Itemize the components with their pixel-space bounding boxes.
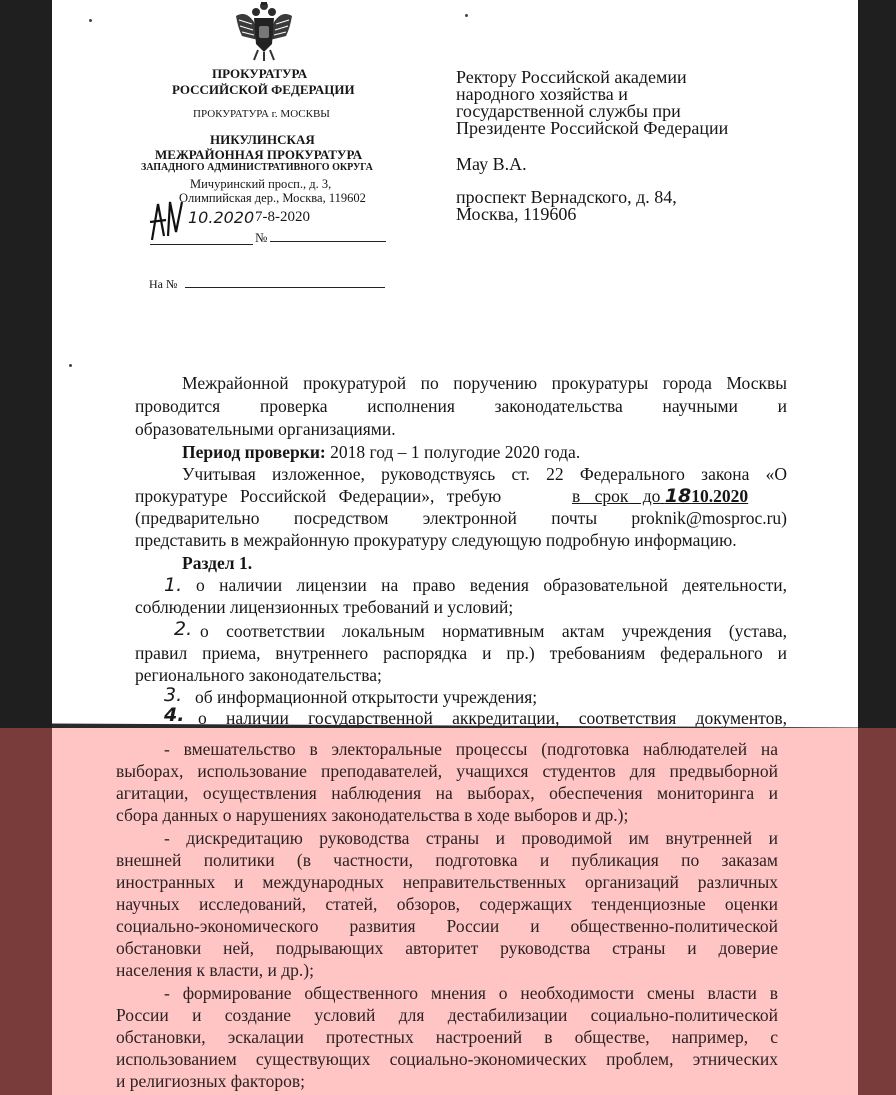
handwritten-initials-icon: [146, 196, 188, 246]
handwritten-date: 10.2020: [188, 208, 255, 227]
excerpt-a-line2: выборах, использование преподавателей, учащихся студентов для предвыборной: [116, 761, 778, 781]
recipient-address-1: проспект Вернадского, д. 84,: [456, 187, 677, 207]
deadline-day-handwritten: 18: [664, 485, 692, 507]
body-p1-line1: Межрайонной прокуратурой по поручению прокуратуры города Москвы: [182, 373, 787, 393]
excerpt-c-line1: - формирование общественного мнения о необходимости смены власти в: [164, 983, 778, 1003]
scan-speck: [465, 14, 468, 17]
excerpt-b-line5: социально-экономического развития России и общественно-политической: [116, 916, 778, 936]
excerpt-b-line4: научных исследований, статей, обзоров, содержащих тенденциозные оценки: [116, 894, 778, 914]
body-p2-line4: представить в межрайонную прокуратуру следующую подробную информацию.: [135, 530, 737, 550]
section-title: Раздел 1.: [182, 553, 253, 573]
number-label: №: [255, 230, 268, 245]
org-name-6: ЗАПАДНОГО АДМИНИСТРАТИВНОГО ОКРУГА: [141, 162, 373, 173]
body-p1-line3: образовательными организациями.: [135, 419, 396, 439]
item4-number-handwritten: 4.: [164, 704, 185, 726]
excerpt-a-line3: агитации, осуществления наблюдения на выборах, обеспечения мониторинга и: [116, 783, 778, 803]
org-name-3: ПРОКУРАТУРА г. МОСКВЫ: [193, 108, 330, 120]
org-name-5: МЕЖРАЙОННАЯ ПРОКУРАТУРА: [155, 147, 363, 162]
scan-speck: [89, 19, 92, 22]
deadline-phrase: [572, 485, 748, 507]
body-p2-line2-start: прокуратуре Российской Федерации», требую: [135, 486, 502, 506]
excerpt-b-line3: иностранных и международных неправительственных организаций различных: [116, 872, 778, 892]
item1-line2: соблюдении лицензионных требований и условий;: [135, 597, 514, 617]
deadline-prefix: в срок до: [572, 486, 661, 506]
body-p1-line2: проводится проверка исполнения законодательства научными и: [135, 396, 787, 416]
excerpt-c-line4: использованием существующих социально-экономических проблем, этнических: [116, 1049, 778, 1069]
org-name-2: РОССИЙСКОЙ ФЕДЕРАЦИИ: [172, 82, 355, 97]
period-label: Период проверки:: [182, 442, 326, 462]
address-line-2: Олимпийская дер., Москва, 119602: [179, 191, 366, 205]
recipient-line-2: народного хозяйства и: [456, 84, 628, 104]
item3-line1: об информационной открытости учреждения;: [195, 687, 538, 707]
item2-line2: правил приема, внутреннего распорядка и пр.) требованиям федерального и: [135, 643, 787, 663]
number-underline: [270, 241, 386, 242]
period-value: 2018 год – 1 полугодие 2020 года.: [325, 442, 581, 462]
recipient-address-2: Москва, 119606: [456, 204, 577, 224]
coat-of-arms-icon: [232, 0, 296, 62]
recipient-name: Мау В.А.: [456, 154, 527, 174]
item4-line1: о наличии государственной аккредитации, соответствия документов,: [198, 708, 787, 728]
excerpt-b-line1: - дискредитацию руководства страны и проводимой им внутренней и: [164, 828, 778, 848]
item2-line3: регионального законодательства;: [135, 665, 382, 685]
item1-number-handwritten: 1.: [164, 574, 183, 596]
excerpt-b-line2: внешней политики (в частности, подготовка и публикация по заказам: [116, 850, 778, 870]
item2-number-handwritten: 2.: [174, 618, 193, 640]
org-name-4: НИКУЛИНСКАЯ: [210, 132, 315, 147]
body-p2-line1: Учитывая изложенное, руководствуясь ст. 22 Федерального закона «О: [182, 464, 787, 484]
excerpt-a-line4: сбора данных о нарушениях законодательства в ходе выборов и др.);: [116, 805, 629, 825]
deadline-month-year: 10.2020: [691, 486, 749, 506]
item2-line1: о соответствии локальным нормативным актам учреждения (устава,: [200, 621, 787, 641]
item3-number-handwritten: 3.: [164, 684, 183, 706]
address-line-1: Мичуринский просп., д. 3,: [190, 177, 332, 191]
excerpt-c-line2: России и создание условий для дестабилизации социально-политической: [116, 1005, 778, 1025]
excerpt-c-line5: и религиозных факторов;: [116, 1071, 305, 1091]
org-name-1: ПРОКУРАТУРА: [212, 66, 308, 81]
recipient-line-4: Президенте Российской Федерации: [456, 118, 729, 138]
recipient-line-3: государственной службы при: [456, 101, 681, 121]
reference-underline: [185, 287, 385, 288]
overlay-right-margin: [858, 728, 896, 1095]
reference-label: На №: [149, 277, 178, 291]
excerpt-a-line1: - вмешательство в электоральные процессы (подготовка наблюдателей на: [164, 739, 778, 759]
excerpt-b-line6: обстановки ней, подрывающих авторитет руководства страны и доверие: [116, 938, 778, 958]
scan-speck: [69, 364, 72, 367]
item1-line1: о наличии лицензии на право ведения образовательной деятельности,: [196, 575, 787, 595]
body-p2-line3: (предварительно посредством электронной почты proknik@mosproc.ru): [135, 508, 787, 528]
body-p2-line2: [135, 485, 787, 507]
recipient-line-1: Ректору Российской академии: [456, 67, 687, 87]
period-line: [182, 441, 580, 463]
overlay-left-margin: [0, 728, 52, 1095]
excerpt-c-line3: обстановки, эскалации протестных настроений в обществе, например, с: [116, 1027, 778, 1047]
outgoing-number: 7-8-2020: [255, 209, 310, 225]
date-underline: [150, 244, 253, 245]
excerpt-b-line7: населения к власти, и др.);: [116, 960, 314, 980]
